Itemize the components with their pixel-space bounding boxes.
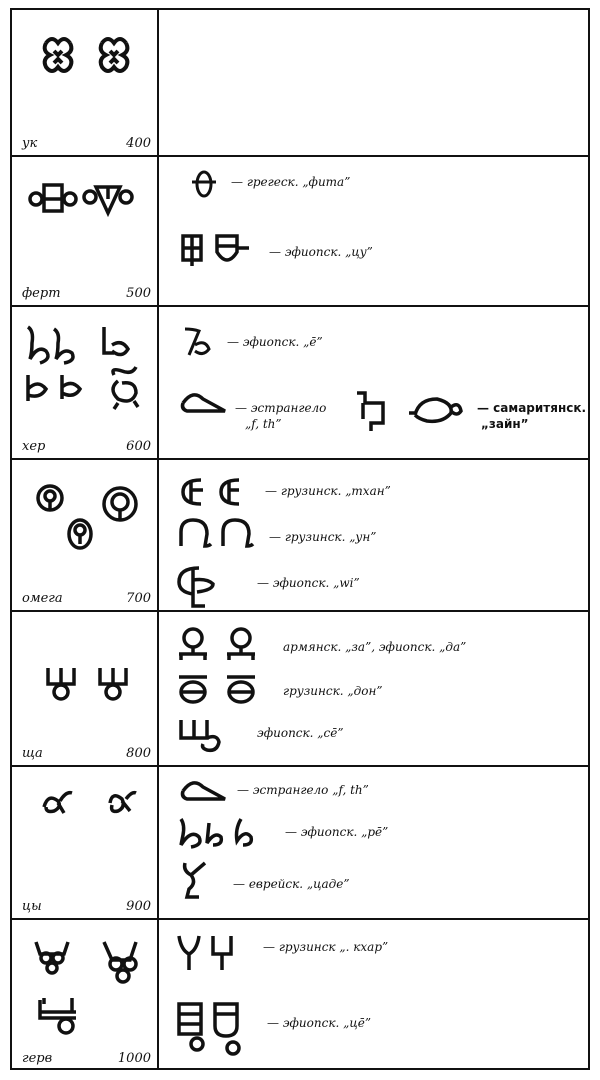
letter-cell [10, 612, 157, 765]
shcha-glyph-icon [44, 664, 144, 708]
parallel-note: — эфиопск. „ē” [227, 335, 323, 349]
letter-name: ук [22, 136, 38, 151]
letter-number: 400 [126, 136, 151, 151]
ethiopic-se-glyph-icon [177, 716, 227, 756]
ethiopic-wi-glyph-icon [175, 564, 225, 612]
table-row [10, 460, 590, 610]
parallel-note: — эфиопск. „цē” [267, 1016, 371, 1030]
don-glyph-icon [177, 674, 267, 708]
parallel-note: грузинск. „дон” [283, 684, 383, 698]
letter-cell [10, 157, 157, 305]
parallel-note: — грузинск „. кхар” [263, 940, 389, 954]
letter-number: 800 [126, 746, 151, 761]
table-row [10, 8, 590, 155]
parallel-note: — самаритянск. [477, 401, 587, 415]
parallels-cell [159, 157, 590, 305]
letter-number: 600 [126, 439, 151, 454]
tsade-glyph-icon [179, 861, 213, 905]
ethiopic-tse-glyph-icon [175, 1000, 255, 1060]
omega-glyph-icon [34, 482, 144, 556]
khar-glyph-icon [175, 932, 245, 976]
uk-glyph-icon [40, 33, 140, 82]
letter-name: хер [22, 439, 46, 454]
parallel-note: эфиопск. „сē” [257, 726, 344, 740]
table-row [10, 157, 590, 305]
table-row [10, 307, 590, 458]
estrangelo-f2-glyph-icon [179, 777, 229, 807]
fert-glyph-icon [28, 179, 138, 223]
letter-name: цы [22, 899, 42, 914]
letter-name: герв [22, 1051, 53, 1066]
parallel-note: — грузинск. „ун” [269, 530, 377, 544]
parallels-cell [159, 8, 590, 155]
ethiopic-re-glyph-icon [177, 815, 287, 855]
tkhan-glyph-icon [179, 476, 249, 510]
parallel-note: — грегеск. „фита” [231, 175, 351, 189]
table-row [10, 920, 590, 1070]
parallel-note: „f, th” [245, 417, 282, 431]
tsy-glyph-icon [40, 789, 150, 823]
parallel-note: — эстрангело [235, 401, 327, 415]
letter-name: омега [22, 591, 63, 606]
parallels-cell [159, 767, 590, 918]
parallels-cell [159, 307, 590, 458]
parallels-cell [159, 612, 590, 765]
parallel-note: — эстрангело „f, th” [237, 783, 369, 797]
fita-glyph-icon [189, 169, 219, 203]
armenian-za-glyph-icon [175, 626, 265, 666]
parallel-note: — эфиопск. „wi” [257, 576, 360, 590]
letter-number: 1000 [117, 1051, 151, 1066]
parallels-cell [159, 460, 590, 610]
letter-cell [10, 307, 157, 458]
parallel-note: — грузинск. „тхан” [265, 484, 391, 498]
parallels-cell [159, 920, 590, 1070]
parallel-note: — эфиопск. „рē” [285, 825, 389, 839]
table-row [10, 612, 590, 765]
parallel-note: — еврейск. „цаде” [233, 877, 350, 891]
letter-name: ща [22, 746, 43, 761]
letter-name: ферт [22, 286, 61, 301]
kher-glyph-icon [22, 323, 152, 417]
parallel-note: „зайн” [481, 417, 529, 431]
letter-number: 900 [126, 899, 151, 914]
parallel-note: — эфиопск. „цу” [269, 245, 373, 259]
ethiopic-e-glyph-icon [183, 325, 213, 363]
letter-cell [10, 920, 157, 1070]
samaritan-zain-glyph-icon [355, 389, 475, 437]
letter-cell [10, 460, 157, 610]
gerv-glyph-icon [32, 936, 152, 1040]
letter-number: 700 [126, 591, 151, 606]
estrangelo-f-glyph-icon [179, 389, 229, 419]
letter-number: 500 [126, 286, 151, 301]
parallel-note: армянск. „за”, эфиопск. „да” [283, 640, 467, 654]
letter-cell [10, 8, 157, 155]
letter-cell [10, 767, 157, 918]
un-glyph-icon [177, 518, 257, 554]
tsu-glyph-icon [179, 232, 259, 272]
table-row [10, 767, 590, 918]
